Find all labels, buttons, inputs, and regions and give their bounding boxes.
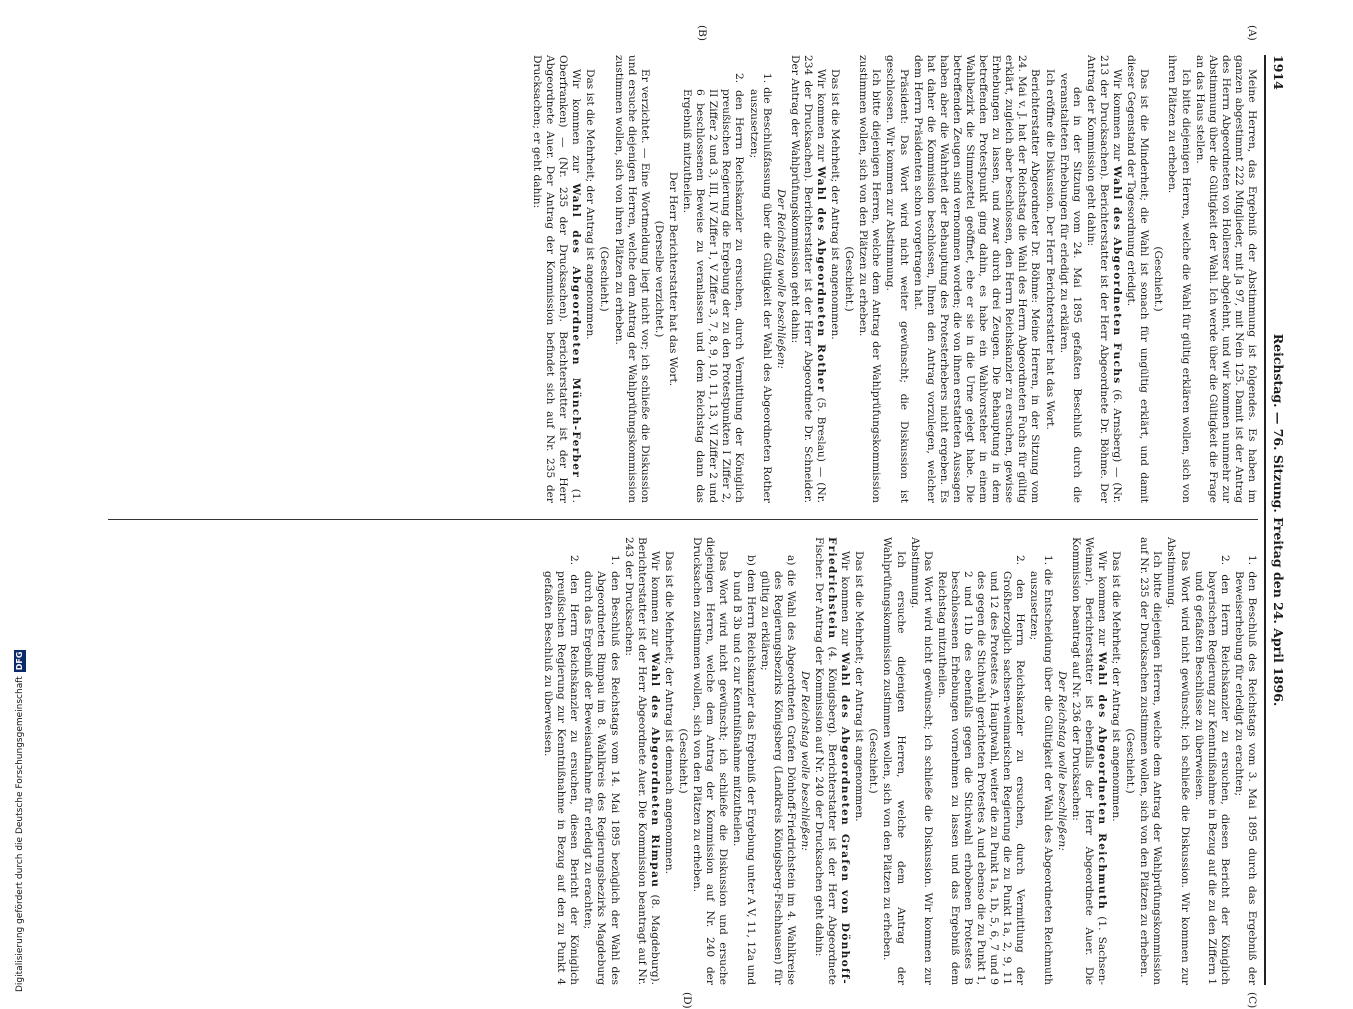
paragraph: Ich eröffne die Diskussion. Der Herr Berichterstatter hat das Wort. [1043,69,1056,430]
paragraph: Meine Herren, das Ergebniß der Abstimmung ist folgendes. Es haben im ganzen abgestimmt 222 Mitglieder, mit Ja 97, mit Nein 125. Damit ist der Antrag des Herrn Abgeordneten von Hollenser abgelehnt, und wir kommen nunmehr zur Abstimmung über die Gültigkeit der Wahl. Ich werde über die Gültigkeit die Frage an das Haus stellen. [1193,55,1258,503]
spaced-heading: Wahl des Abgeordneten Münch-Ferber [570,183,583,479]
reaction-note: (Geschieht.) [1152,246,1165,312]
reaction-note: (Geschieht.) [677,728,690,794]
text-run: Wir kommen zur [570,69,583,173]
running-title: Reichstag. — 76. Sitzung. Freitag den 24. April 1896. [1271,333,1286,707]
resolution-intro: Der Reichstag wolle beschließen: [1055,671,1068,851]
list-item: 1. die Beschlußfassung über die Gültigkeit der Wahl des Abgeordneten Rother auszusetzen; [747,73,773,503]
dfg-logo: DFG [15,651,24,671]
spaced-heading: Wahl des Abgeordneten Rimpau [648,652,661,889]
text-run: Wir kommen zur [648,551,661,647]
left-column [98,55,1258,503]
paragraph: Das ist die Mehrheit; der Antrag ist demnach angenommen. [662,551,675,875]
spaced-heading: Wahl des Abgeordneten Fuchs [1111,165,1124,385]
list-item: b) dem Herrn Reichskanzler das Ergebniß der Ergebung unter A V, 11, 12a und b und B 3b und c zur Kenntnißnahme mitzutheilen. [731,555,757,985]
credit-label: Digitalisierung gefördert durch die Deutsche Forschungsgemeinschaft [15,676,25,992]
paragraph: Das ist die Mehrheit; der Antrag ist angenommen. [1110,551,1123,822]
paragraph: Das ist die Mehrheit; der Antrag ist angenommen. [829,69,842,340]
text-run: (1. Sachsen-Weimar). Berichterstatter ist ebenfalls der Herr Abgeordnete Auer. Die Kommission beantragt auf Nr. 236 der Drucksachen: [1069,537,1108,986]
text-run: (4. Königsberg). Berichterstatter ist der Herr Abgeordnete Fischer. Der Antrag der Kommission auf Nr. 240 der Drucksachen geht dahin: [813,537,839,985]
text-run: (6. Arnsberg) — (Nr. 213 der Drucksachen). Berichterstatter ist der Herr Abgeordnete Dr. Böhme. Der Antrag der Kommission geht dahin: [1084,55,1124,504]
document-page [43,25,1288,1009]
paragraph: Das Wort wird nicht gewünscht; ich schließe die Diskussion. Wir kommen zur Abstimmung. [908,537,934,985]
paragraph: Das Wort wird nicht gewünscht; ich schließe die Diskussion und ersuche diejenigen Herren, welche dem Antrag der Kommission auf Nr. 240 der Drucksachen zustimmen wollen, sich von den Plätzen zu erheben. [691,537,730,985]
resolution-intro: Der Reichstag wolle beschließen: [774,189,787,369]
paragraph: Berichterstatter Abgeordneter Dr. Böhme: Meine Herren, in der Sitzung vom 24. Mai v. J. hat der Reichstag die Wahl des Herrn Abgeordneten Fuchs für gültig erklärt, zugleich aber beschlossen, den Herrn Reichskanzler zu ersuchen, gewisse Erhebungen zu lassen, und zwar durch drei Zeugen. Die Behauptung in dem betreffenden Protestpunkt ging dahin, es habe ein Wahlvorsteher in einem Wahlbezirk die Stimmzettel geöffnet, ehe er sie in die Urne gelegt habe. Die betreffenden Zeugen sind vernommen worden; die von ihnen erstatteten Aussagen haben aber die Wahrheit der Behauptung des Protesterhebers nicht ergeben. Es hat daher die Kommission beschlossen, Ihnen den Antrag vorzulegen, welcher dem Herrn Präsidenten schon vorgetragen hat. [911,55,1042,503]
reaction-note: (Derselbe verzichtet.) [652,220,665,338]
paragraph [622,537,661,985]
list-item: a) die Wahl des Abgeordneten Grafen Dönhoff-Friedrichstein im 4. Wahlkreise des Regierungsbezirks Königsberg (Landkreis Königsberg-Fischhausen) für gültig zu erklären; [758,555,797,985]
page-number: 1914 [1271,55,1286,90]
digitization-credit [2,600,25,995]
text-run: Wir kommen zur [1111,69,1124,162]
list-item: 2. den Herrn Reichskanzler zu ersuchen, diesen Bericht der Königlich preußischen Regierung zur Kenntnißnahme in Bezug auf den zu Punkt 4 gefaßten Beschluß zu überweisen. [542,555,581,985]
header-rule [1264,55,1266,985]
right-column [98,537,1258,985]
list-item: 2. den Herrn Reichskanzler zu ersuchen, durch Vermittlung der Königlich preußischen Regierung die Ergebung der zu den Protestpunkten I Ziffer 2, II Ziffer 2 und 3, III, IV Ziffer 1, V Ziffer 3, 7, 8, 9, 10, 11, 13, VI Ziffer 2 und 6 beschlossenen Beweise zu veranlassen und dem Reichstag dann das Ergebniß mitzutheilen. [681,73,746,503]
credit-text [14,650,26,992]
paragraph: Der Herr Berichterstatter hat das Wort. [666,171,679,387]
paragraph: Das ist die Mehrheit; der Antrag ist angenommen. [853,551,866,822]
paragraph: Ich bitte diejenigen Herren, welche die Wahl für gültig erklären wollen, sich von ihren Plätzen zu erheben. [1166,55,1192,503]
paragraph: Das ist die Minderheit; die Wahl ist sonach für ungültig erklärt, und damit dieser Gegenstand der Tagesordnung erledigt. [1125,55,1151,503]
list-item: 1. den Beschluß des Reichstags vom 3. Mai 1895 durch das Ergebniß der Beweiserhebung für erledigt zu erachten; [1232,555,1258,985]
text-run: (5. Breslau) — (Nr. 234 der Drucksachen). Berichterstatter ist der Herr Abgeordnete Dr. Schneider. Der Antrag der Wahlprüfungskommission geht dahin: [788,55,827,503]
paragraph [812,537,851,985]
margin-mark-b: (B) [696,25,708,41]
text-run: (1. Oberfranken) — (Nr. 235 der Drucksachen). Berichterstatter ist der Herr Abgeordnete Auer. Der Antrag der Kommission befindet sich auf Nr. 235 der Drucksachen; er geht dahin: [531,55,583,503]
list-item: 1. den Beschluß des Reichstags vom 14. Mai 1895 bezüglich der Wahl des Abgeordneten Rimpau im 8. Wahlkreis des Regierungsbezirks Magdeburg durch das Ergebniß der Beweisaufnahme für erledigt zu erachten; [582,555,621,985]
paragraph: Das ist die Mehrheit; der Antrag ist angenommen. [584,69,597,340]
paragraph: Das Wort wird nicht gewünscht; ich schließe die Diskussion. Wir kommen zur Abstimmung. [1165,537,1191,985]
spaced-heading: Wahl des Abgeordneten Grafen von Dönhoff-Friedrichstein [826,537,852,985]
paragraph: Ich ersuche diejenigen Herren, welche dem Antrag der Wahlprüfungskommission zustimmen wollen, sich von den Plätzen zu erheben. [881,537,907,985]
paragraph [788,55,827,503]
resolution-intro: Der Reichstag wolle beschließen: [798,671,811,851]
list-item: 2. den Herrn Reichskanzler zu ersuchen, diesen Bericht der Königlich bayerischen Regierung zur Kenntnißnahme in Bezug auf die zu den Ziffern 1 und 6 gefaßten Beschlüsse zu überweisen. [1192,555,1231,985]
list-item: 1. die Entscheidung über die Gültigkeit der Wahl des Abgeordneten Reichmuth auszusetzen; [1028,555,1054,985]
column-rule [108,519,1258,520]
paragraph: Er verzichtet. — Eine Wortmeldung liegt nicht vor; ich schließe die Diskussion und ersuche diejenigen Herren, welche dem Antrag der Wahlprüfungskommission zustimmen wollen, sich von ihren Plätzen zu erheben. [612,55,651,503]
reaction-note: (Geschieht.) [598,246,611,312]
text-run: Wir kommen zur [815,69,827,162]
spaced-heading: Wahl des Abgeordneten Reichmuth [1095,651,1108,911]
text-run: Wir kommen zur [1095,551,1108,646]
reaction-note: (Geschieht.) [843,246,856,312]
paragraph: Ich bitte diejenigen Herren, welche dem Antrag der Wahlprüfungskommission zustimmen wollen, sich von den Plätzen zu erheben. [857,55,883,503]
paragraph: Präsident: Das Wort wird nicht weiter gewünscht; die Diskussion ist geschlossen. Wir kommen zur Abstimmung. [884,55,910,503]
motion-text: den in der Sitzung vom 24. Mai 1895 gefaßten Beschluß durch die veranstalteten Erhebungen für erledigt zu erklären. [1057,73,1083,503]
paragraph [1084,55,1123,503]
paragraph: Ich bitte diejenigen Herren, welche dem Antrag der Wahlprüfungskommission auf Nr. 235 der Drucksachen zustimmen wollen, sich von den Plätzen zu erheben. [1138,537,1164,985]
text-run: (8. Magdeburg). Berichterstatter ist der Herr Abgeordnete Auer. Die Kommission beantragt auf Nr. 243 der Drucksachen: [622,537,661,986]
reaction-note: (Geschieht.) [1124,728,1137,794]
running-header [1268,55,1288,985]
margin-mark-c: (C) [1246,992,1258,1009]
paragraph [530,55,582,503]
margin-mark-d: (D) [681,992,693,1009]
reaction-note: (Geschieht.) [867,728,880,794]
text-run: Wir kommen zur [839,551,852,647]
margin-mark-a: (A) [1246,25,1258,41]
spaced-heading: Wahl des Abgeordneten Rother [815,166,827,393]
paragraph [1069,537,1108,985]
list-item: 2. den Herrn Reichskanzler zu ersuchen, durch Vermittlung der Großherzoglich sachsen-weimarischen Regierung die zu Punkt 1a, 2, 9, 11 und 12 des Protestes A, Hauptwahl, weiter die zu Punkt 1a, 1b, 5, 6, 7 und 9 des gegen die Stichwahl gerichteten Protestes A und ebenso die zu Punkt 1, 2 und 11b des ebenfalls gegen die Stichwahl erhobenen Protestes B beschlossenen Erhebungen vornehmen zu lassen und das Ergebniß dem Reichstag mitzutheilen. [935,555,1027,985]
